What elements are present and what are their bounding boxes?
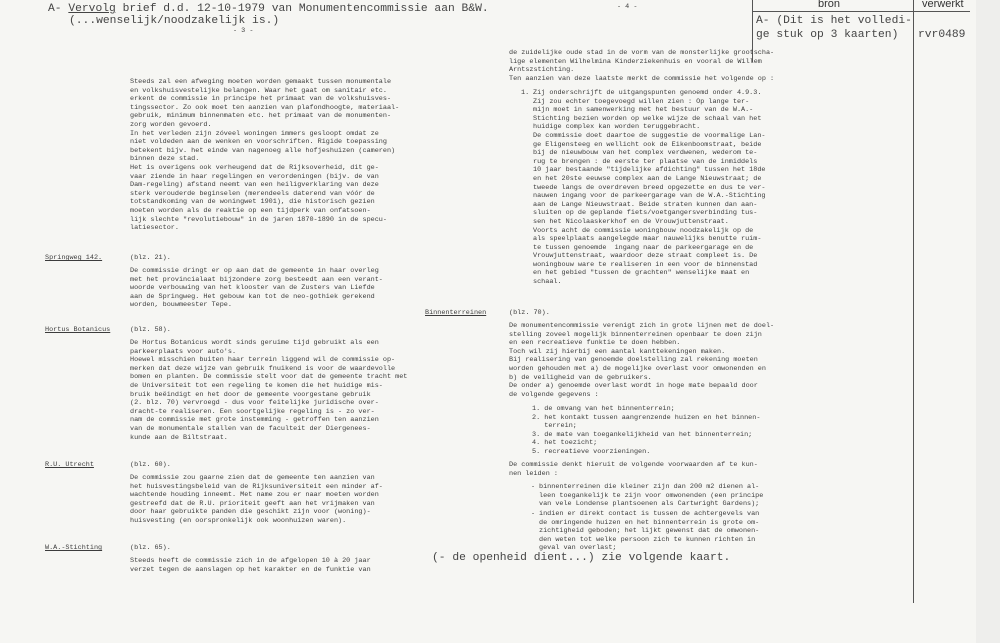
text-line: geval van overlast; <box>539 544 617 553</box>
intro-paragraph <box>130 78 399 233</box>
box-header-rule <box>752 11 970 12</box>
text-line: Arntszstichting. <box>509 66 575 75</box>
text-line: bij de nieuwbouw van het complex verdwenen, wederom te- <box>533 149 758 158</box>
text-line: binnen deze stad. <box>130 155 200 164</box>
text-line: de Universiteit tot een regeling te komen die het huidige mis- <box>130 381 383 390</box>
text-line: Bij realisering van genoemde doelstelling zal rekening moeten <box>509 356 758 365</box>
text-line: wachtende houding inneemt. Met name zou er naar moeten worden <box>130 491 379 500</box>
text-line: 1. de omvang van het binnenterrein; <box>532 405 675 413</box>
text-line: ge Eligensteeg en wellicht ook de Eikenboomstraat, beide <box>533 140 762 149</box>
text-line: De Hortus Botanicus wordt sinds geruime tijd gebruikt als een <box>130 339 379 347</box>
text-line: stelling zoveel mogelijk binnenterreinen openbaar te doen zijn <box>509 330 762 339</box>
text-line: 2. het kontakt tussen aangrenzende huizen en het binnen- <box>532 413 761 422</box>
text-line: Zij zou echter toegevoegd willen zien : Op lange ter- <box>533 97 750 106</box>
item-number-1: 1. <box>521 89 530 97</box>
text-line: 3. de mate van toegankelijkheid van het binnenterrein; <box>532 430 753 439</box>
text-line: Toch wil zij hierbij een aantal kanttekeningen maken. <box>509 347 726 356</box>
text-line: woorde verbouwing van het klooster van de Zusters van Liefde <box>130 284 375 293</box>
column-divider <box>913 0 914 603</box>
text-line: aan de Lange Nieuwstraat. Beide straten kunnen dan aan- <box>533 200 758 209</box>
dash-bullet-2: - <box>531 510 536 518</box>
text-line: Stichting bezien worden op welke wijze de schaal van het <box>533 114 762 123</box>
letter-subtitle: (...wenselijk/noodzakelijk is.) <box>69 15 280 27</box>
factors-list <box>532 405 760 457</box>
dash-bullet-1: - <box>531 483 536 491</box>
paragraph-ru-utrecht <box>130 474 383 526</box>
letter-title <box>48 3 489 15</box>
text-line: 10 jaar bestaande "tijdelijke afdichting" tussen het 18de <box>533 166 766 175</box>
item-1-text <box>533 89 766 287</box>
text-line: mijn moet in samenwerking met het bestuur van de W.A.- <box>533 106 754 115</box>
text-line: woningbouw ware te realiseren in een voor de binnenstad <box>533 260 758 269</box>
text-line: kunde aan de Biltstraat. <box>130 433 228 442</box>
text-line: Ten aanzien van deze laatste merkt de commissie het volgende op : <box>509 74 775 83</box>
column-header-source: bron <box>818 0 841 10</box>
source-line-1: A- (Dit is het volledi- <box>756 15 912 27</box>
page-number-left: - 3 - <box>233 27 254 35</box>
section-ref-hortus: (blz. 58). <box>130 326 171 334</box>
condition-2 <box>539 510 759 553</box>
text-line: en een recreatieve funktie te doen hebben. <box>509 339 681 348</box>
paragraph-hortus <box>130 339 407 442</box>
text-line: bruik beëindigt en het door de gemeente voorgestane gebruik <box>130 390 371 399</box>
section-label-ru-utrecht: R.U. Utrecht <box>45 461 94 469</box>
text-line: van de monumentale stallen van de faculteit der Diergenees- <box>130 424 371 433</box>
text-line: terrein; <box>532 422 577 431</box>
text-line: De commissie dringt er op aan dat de gemeente in haar overleg <box>130 267 379 275</box>
conditions-intro <box>509 461 758 478</box>
section-ref-ru-utrecht: (blz. 60). <box>130 461 171 469</box>
paragraph-wa-stichting <box>130 557 371 574</box>
text-line: (2. blz. 70) vervroegd - dus voor feitelijke juridische over- <box>130 399 379 408</box>
text-line: van vele Londense plantsoenen als Cartwright Gardens); <box>539 500 760 509</box>
text-line: merken dat deze wijze van gebruik fnuikend is voor de waardevolle <box>130 364 396 373</box>
source-line-2: ge stuk op 3 kaarten) <box>756 29 899 41</box>
text-line: totstandkoming van de woningwet 1901), die historisch gezien <box>130 198 375 207</box>
text-line: Dam-regeling) afstand neemt van een heiligverklaring van deze <box>130 181 379 190</box>
text-line: schaal. <box>533 278 562 287</box>
text-line: 4. het toezicht; <box>532 439 598 448</box>
text-line: bomen en planten. De commissie stelt voor dat de gemeente tracht met <box>130 373 408 382</box>
section-ref-springweg: (blz. 21). <box>130 254 171 262</box>
text-line: het huisvestingsbeleid van de Rijksuniversiteit een minder af- <box>130 482 383 491</box>
text-line: den weten tot welke persoon zich te kunnen richten in <box>539 535 756 544</box>
text-line: te tussen genoemde ingang naar de parkeergarage en de <box>533 243 754 252</box>
condition-1 <box>539 483 763 509</box>
text-line: rug te brengen : de eerste ter plaatse van de inmiddels <box>533 157 758 166</box>
text-line: Voorts acht de commissie woningbouw noodzakelijk op de <box>533 226 754 235</box>
text-line: erkent de commissie in principe het primaat van de volkshuisves- <box>130 95 392 104</box>
text-line: moeten worden als de reaktie op een tijdperk van onfatsoen- <box>130 206 371 215</box>
page-number-right: - 4 - <box>617 3 638 11</box>
text-line: De commissie doet daartoe de suggestie de voormalige Lan- <box>533 131 766 140</box>
text-line: lijk slechte "revolutiebouw" in de jaren 1870-1890 in de specu- <box>130 215 387 224</box>
section-label-wa-stichting: W.A.-Stichting <box>45 544 103 552</box>
text-line: parkeerplaats voor auto's. <box>130 347 237 356</box>
section-ref-binnenterreinen: (blz. 70). <box>509 309 550 317</box>
text-line: tweede langs de overdreven breed opgezette en dus te ver- <box>533 183 766 192</box>
text-line: binnenterreinen die kleiner zijn dan 200 m2 dienen al- <box>539 483 760 491</box>
paper-edge <box>976 0 1000 643</box>
section-label-hortus: Hortus Botanicus <box>45 326 111 334</box>
text-line: De monumentencommissie verenigt zich in grote lijnen met de doel- <box>509 322 775 330</box>
text-line: Het is overigens ook verheugend dat de Rijksoverheid, dit ge- <box>130 163 379 172</box>
paragraph-binnenterreinen <box>509 322 774 399</box>
text-line: vaar ziende in haar regelingen en verordeningen (bijv. de van <box>130 172 379 181</box>
text-line: niet voldeden aan de wenken en voorschriften. Rigide toepassing <box>130 138 387 147</box>
title-underlined: Vervolg <box>68 3 116 15</box>
text-line: indien er direkt contact is tussen de achtergevels van <box>539 510 760 518</box>
text-line: en volkshuisvestelijke belangen. Waar het gaat om sanitair etc. <box>130 86 387 95</box>
text-line: In het verleden zijn zóveel woningen immers gesloopt omdat ze <box>130 129 379 138</box>
text-line: Vrouwjuttenstraat, waardoor deze straat compleet is. De <box>533 252 758 261</box>
section-label-springweg: Springweg 142. <box>45 254 103 262</box>
text-line: en het 20ste eeuwse complex aan de Lange Nieuwstraat; de <box>533 174 762 183</box>
text-line: worden, bouwmeester Tepe. <box>130 301 232 310</box>
text-line: gestreefd dat de R.U. prioriteit geeft aan het vrijmaken van <box>130 499 375 508</box>
text-line: betekent bijv. het einde van nagenoeg alle hofjeshuizen (cameren) <box>130 146 396 155</box>
text-line: Steeds zal een afweging moeten worden gemaakt tussen monumentale <box>130 78 392 86</box>
text-line: de omringende huizen en het binnenterrein is grote om- <box>539 518 760 527</box>
section-ref-wa-stichting: (blz. 65). <box>130 544 171 552</box>
text-line: De onder a) genoemde overlast wordt in hoge mate bepaald door <box>509 382 758 391</box>
text-line: sen het Nicolaaskerkhof en de Vrouwjuttenstraat. <box>533 217 729 226</box>
text-line: worden gehouden met a) de mogelijke overlast voor omwonenden en <box>509 364 766 373</box>
text-line: De commissie denkt hieruit de volgende voorwaarden af te kun- <box>509 461 758 469</box>
text-line: zichtigheid geboden; het lijkt gewenst dat de omwonen- <box>539 527 760 536</box>
text-line: dracht-te realiseren. Een soortgelijke regeling is - zo ver- <box>130 407 375 416</box>
text-line: latiesector. <box>130 224 179 233</box>
text-line: Hoewel misschien buiten haar terrein liggend wil de commissie op- <box>130 356 396 365</box>
title-prefix: A- <box>48 3 62 15</box>
processed-code: rvr0489 <box>918 29 966 41</box>
text-line: sterk verouderde beginselen (merendeels daterend van vóór de <box>130 189 375 198</box>
text-line: b) de veiligheid van de gebruikers. <box>509 373 652 382</box>
text-line: nam de commissie met grote instemming - getroffen ten aanzien <box>130 416 379 425</box>
text-line: zorg worden gevoerd. <box>130 120 212 129</box>
text-line: Zij onderschrijft de uitgangspunten genoemd onder 4.9.3. <box>533 89 762 97</box>
text-line: aan de Springweg. Het gebouw kan tot de neo-gothiek gerekend <box>130 292 375 301</box>
footer-note: (- de openheid dient...) zie volgende kaart. <box>432 552 731 564</box>
paragraph-springweg <box>130 267 383 310</box>
text-line: gebruik, minimum binnenmaten etc. het primaat van de monumenten- <box>130 112 392 121</box>
section-label-binnenterreinen: Binnenterreinen <box>425 309 487 317</box>
text-line: leen toegankelijk te zijn voor omwonenden (een principe <box>539 491 764 500</box>
text-line: en het gebied "tussen de grachten" wenselijke maat en <box>533 269 750 278</box>
text-line: door haar gebruikte panden die geschikt zijn voor (woning)- <box>130 508 371 517</box>
column-header-processed: verwerkt <box>922 0 964 10</box>
text-line: Steeds heeft de commissie zich in de afgelopen 10 à 20 jaar <box>130 557 371 565</box>
text-line: nen leiden : <box>509 469 558 478</box>
text-line: met het provincialaat bijzondere zorg besteedt aan een verant- <box>130 275 383 284</box>
text-line: huisvesting (en oorspronkelijk ook woonhuizen waren). <box>130 516 347 525</box>
text-line: De commissie zou gaarne zien dat de gemeente ten aanzien van <box>130 474 375 482</box>
text-line: sluiten op de geplande fiets/voetgangersverbinding tus- <box>533 209 758 218</box>
text-line: nauwen ingang voor de parkeergarage van de W.A.-Stichting <box>533 192 766 201</box>
text-line: de zuidelijke oude stad in de vorm van de monsterlijke grootscha- <box>509 49 775 57</box>
text-line: als speelplaats aangelegde maar nauwelijks benutte ruim- <box>533 235 762 244</box>
text-line: 5. recreatieve voorzieningen. <box>532 447 651 456</box>
text-line: verzet tegen de aanslagen op het karakter en de funktie van <box>130 565 371 574</box>
text-line: huidige complex kan worden teruggebracht. <box>533 123 701 132</box>
continuation-paragraph <box>509 49 774 83</box>
text-line: lige elementen Wilhelmina Kinderziekenhuis en vooral de Willem <box>509 57 762 66</box>
title-rest: brief d.d. 12-10-1979 van Monumentencommissie aan B&W. <box>115 3 489 15</box>
text-line: de volgende gegevens : <box>509 390 599 399</box>
text-line: tingssector. Zo ook moet ten aanzien van plafondhoogte, materiaal- <box>130 103 400 112</box>
